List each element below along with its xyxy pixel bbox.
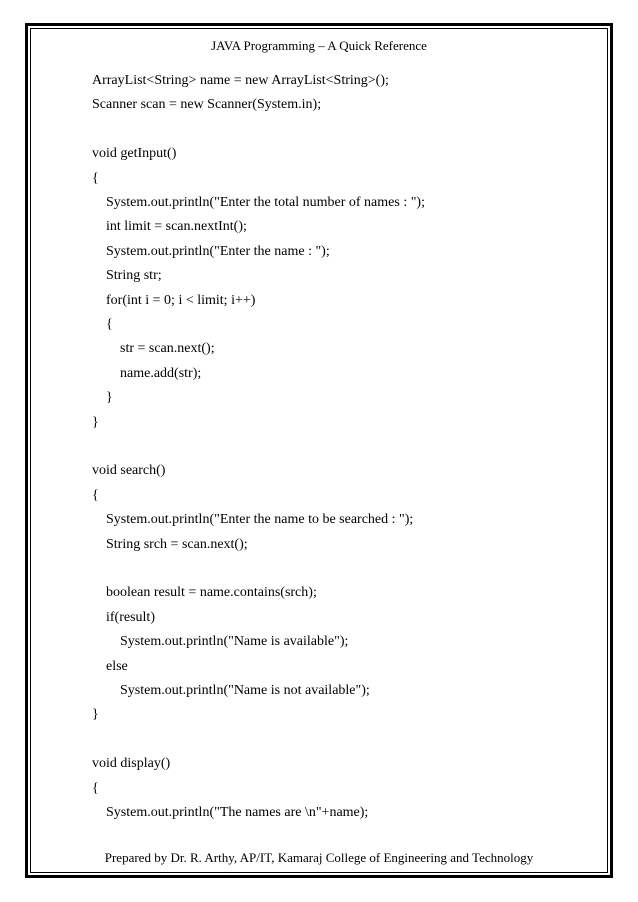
code-line: } [92, 707, 99, 723]
code-line: str = scan.next(); [120, 341, 215, 357]
code-line: for(int i = 0; i < limit; i++) [106, 292, 256, 308]
code-line: void getInput() [92, 146, 177, 162]
code-line: int limit = scan.nextInt(); [106, 219, 247, 235]
page-header: JAVA Programming – A Quick Reference [211, 38, 427, 53]
code-line: if(result) [106, 609, 155, 625]
code-line: { [106, 317, 113, 332]
code-line: ArrayList<String> name = new ArrayList<String>(); [92, 73, 389, 88]
code-line: Scanner scan = new Scanner(System.in); [92, 97, 322, 113]
code-line: name.add(str); [120, 365, 202, 381]
code-line: System.out.println("Name is available"); [120, 634, 349, 650]
code-line: System.out.println("Enter the name : "); [106, 243, 330, 259]
code-line: } [92, 414, 99, 430]
code-line: String srch = scan.next(); [106, 536, 248, 552]
code-line: { [92, 487, 99, 503]
code-line: } [106, 390, 113, 406]
code-line: System.out.println("Name is not available"); [120, 683, 370, 698]
code-line: boolean result = name.contains(srch); [106, 585, 317, 601]
code-line: void display() [92, 756, 171, 772]
code-line: String str; [106, 268, 162, 284]
code-line: void search() [92, 463, 166, 479]
code-line: System.out.println("Enter the total number of names : "); [106, 195, 425, 210]
code-line: System.out.println("The names are \n"+name); [106, 805, 369, 820]
page-footer: Prepared by Dr. R. Arthy, AP/IT, Kamaraj College of Engineering and Technology [104, 850, 534, 865]
code-line: System.out.println("Enter the name to be searched : "); [106, 512, 414, 528]
code-line: else [106, 658, 128, 674]
code-line: { [92, 170, 99, 186]
code-line: { [92, 780, 99, 796]
